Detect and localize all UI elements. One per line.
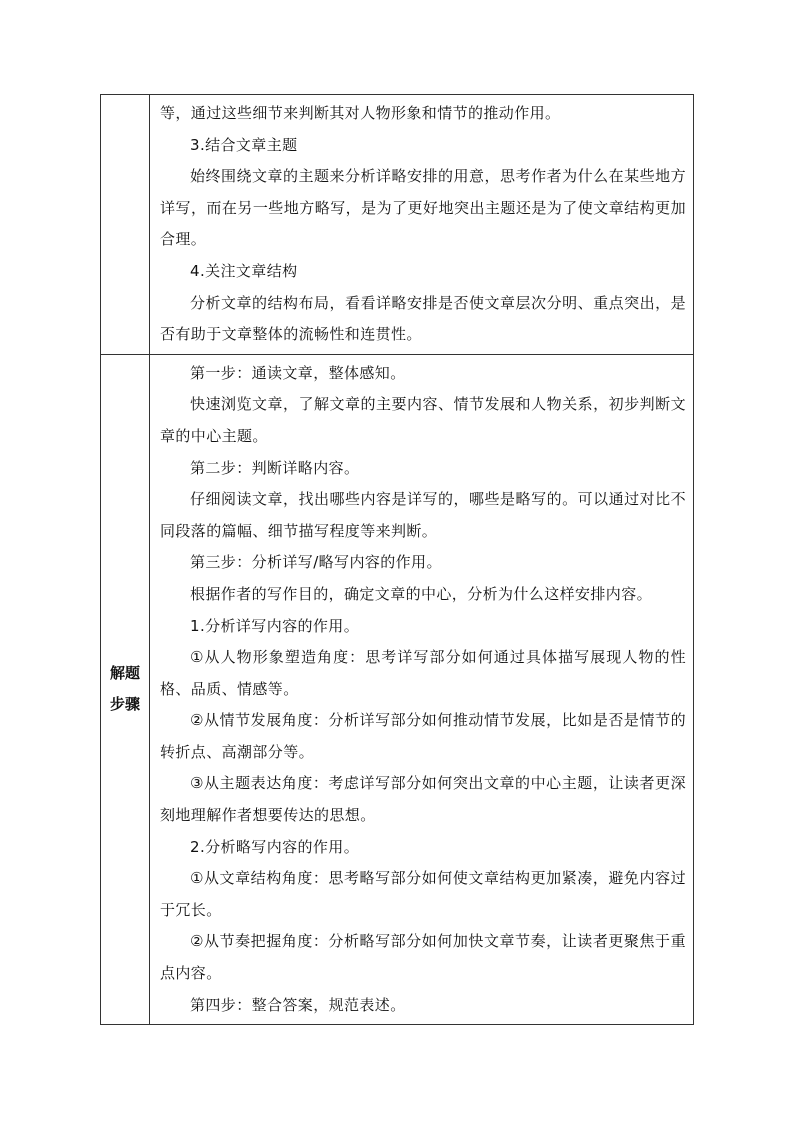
step-heading: 第一步：通读文章，整体感知。	[190, 363, 406, 382]
step-heading: 第二步：判断详略内容。	[190, 458, 360, 477]
row-label-line: 步骤	[109, 695, 140, 714]
step-heading: 第四步：整合答案，规范表述。	[190, 995, 406, 1014]
paragraph: 始终围绕文章的主题来分析详略安排的用意，思考作者为什么在某些地方详写，而在另一些地方略写，是为了更好地突出主题还是为了使文章结构更加合理。	[160, 167, 686, 249]
paragraph: ②从情节发展角度：分析详写部分如何推动情节发展，比如是否是情节的转折点、高潮部分等。	[160, 711, 686, 761]
row-label-cell-empty	[101, 95, 150, 355]
paragraph-heading: 3.结合文章主题	[190, 135, 298, 154]
paragraph: 分析文章的结构布局，看看详略安排是否使文章层次分明、重点突出，是否有助于文章整体的流畅性和连贯性。	[160, 293, 686, 344]
paragraph: ②从节奏把握角度：分析略写部分如何加快文章节奏，让读者更聚焦于重点内容。	[160, 932, 686, 983]
paragraph-heading: 2.分析略写内容的作用。	[190, 837, 360, 856]
paragraph-heading: 4.关注文章结构	[190, 261, 298, 280]
paragraph: ③从主题表达角度：考虑详写部分如何突出文章的中心主题，让读者更深刻地理解作者想要传达的思想。	[160, 774, 686, 825]
row-content-cell	[150, 354, 694, 1024]
row-label-line: 解题	[109, 664, 140, 683]
step-heading: 第三步：分析详写/略写内容的作用。	[190, 553, 442, 572]
row-content-cell	[150, 95, 694, 355]
row-label-cell	[101, 354, 150, 1024]
paragraph: 等，通过这些细节来判断其对人物形象和情节的推动作用。	[160, 104, 561, 122]
paragraph-heading: 1.分析详写内容的作用。	[190, 616, 360, 635]
table-row	[101, 95, 694, 355]
paragraph: ①从人物形象塑造角度：思考详写部分如何通过具体描写展现人物的性格、品质、情感等。	[160, 648, 686, 698]
paragraph: 快速浏览文章，了解文章的主要内容、情节发展和人物关系，初步判断文章的中心主题。	[160, 395, 686, 445]
content-table	[100, 94, 694, 1025]
paragraph: 仔细阅读文章，找出哪些内容是详写的，哪些是略写的。可以通过对比不同段落的篇幅、细节描写程度等来判断。	[160, 490, 686, 540]
paragraph: ①从文章结构角度：思考略写部分如何使文章结构更加紧凑，避免内容过于冗长。	[160, 869, 686, 919]
table-row	[101, 354, 694, 1024]
paragraph: 根据作者的写作目的，确定文章的中心，分析为什么这样安排内容。	[190, 584, 653, 603]
